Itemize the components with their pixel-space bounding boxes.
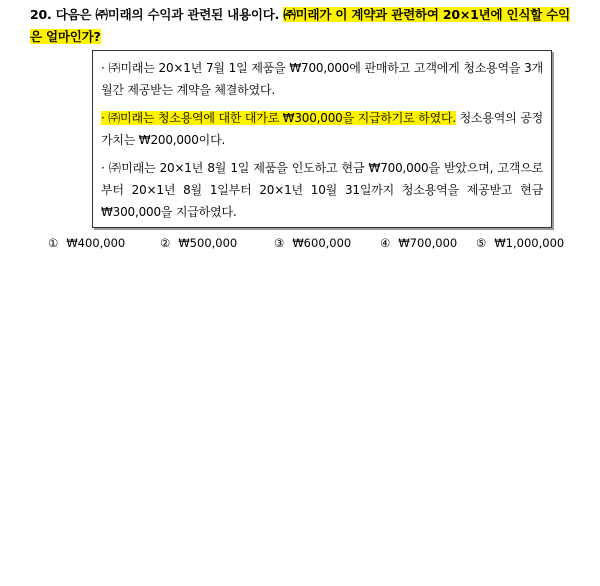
choice-4[interactable] [380,236,457,250]
choice-4-number: ④ [380,236,391,250]
question-text: 다음은 ㈜미래의 수익과 관련된 내용이다. [55,7,280,22]
question-highlight: ㈜미래가 이 계약과 관련하여 20×1년에 인식할 수익은 얼마인가? [30,7,571,44]
choice-4-value: ₩700,000 [398,236,458,250]
answer-choices [48,236,568,252]
choice-3-value: ₩600,000 [292,236,352,250]
info-paragraph-2-highlight: · ㈜미래는 청소용역에 대한 대가로 ₩300,000을 지급하기로 하였다. [101,111,456,125]
choice-1-value: ₩400,000 [66,236,126,250]
choice-2-number: ② [160,236,171,250]
info-paragraph-2-rest: 청소용역의 공정가치는 ₩200,000이다. [101,111,543,147]
choice-2-value: ₩500,000 [178,236,238,250]
info-box [92,50,552,228]
choice-3[interactable] [274,236,351,250]
choice-3-number: ③ [274,236,285,250]
choice-5-value: ₩1,000,000 [494,236,565,250]
choice-5-number: ⑤ [476,236,487,250]
question-stem [30,4,575,48]
question-number: 20. [30,7,52,22]
info-paragraph-1: · ㈜미래는 20×1년 7월 1일 제품을 ₩700,000에 판매하고 고객에게 청소용역을 3개월간 제공받는 계약을 체결하였다. [101,61,543,97]
choice-1[interactable] [48,236,125,250]
choice-1-number: ① [48,236,59,250]
choice-5[interactable] [476,236,564,250]
info-paragraph-2 [101,107,543,151]
choice-2[interactable] [160,236,237,250]
info-paragraph-3: · ㈜미래는 20×1년 8월 1일 제품을 인도하고 현금 ₩700,000을 받았으며, 고객으로부터 20×1년 8월 1일부터 20×1년 10월 31일까지 청소용역을 제공받고 현금 ₩300,000을 지급하였다. [101,161,543,219]
